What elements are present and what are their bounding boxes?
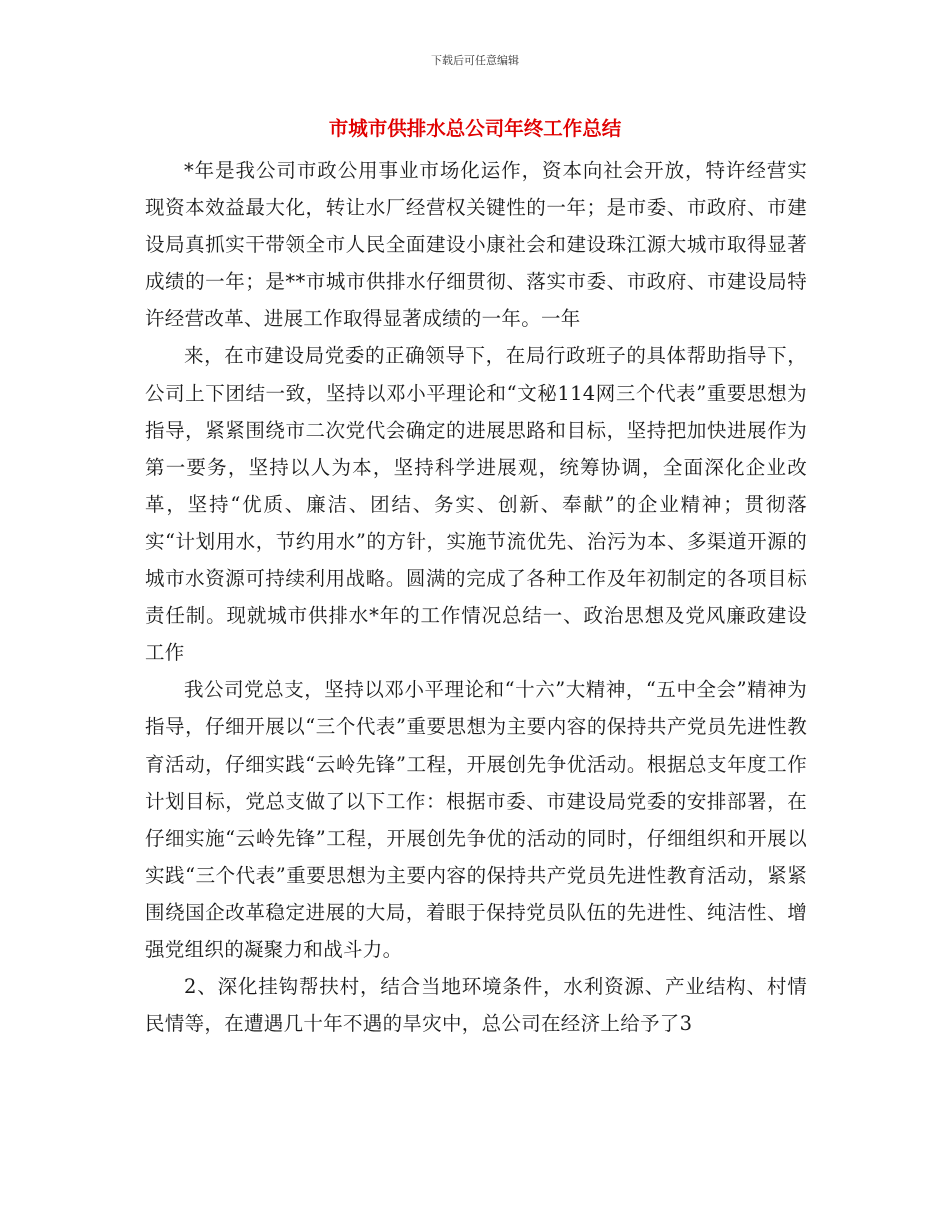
paragraph-intro: *年是我公司市政公用事业市场化运作，资本向社会开放，特许经营实现资本效益最大化，转让水厂经营权关键性的一年；是市委、市政府、市建设局真抓实干带领全市人民全面建设小康社会和建设珠江源大城市取得显著成绩的一年；是**市城市供排水仔细贯彻、落实市委、市政府、市建设局特许经营改革、进展工作取得显著成绩的一年。一年 bbox=[145, 159, 807, 331]
paragraph-leadership: 来，在市建设局党委的正确领导下，在局行政班子的具体帮助指导下，公司上下团结一致，坚持以邓小平理论和“文秘114网三个代表”重要思想为指导，紧紧围绕市二次党代会确定的进展思路和目标，坚持把加快进展作为第一要务，坚持以人为本，坚持科学进展观，统筹协调，全面深化企业改革，坚持“优质、廉洁、团结、务实、创新、奉献”的企业精神；贯彻落实“计划用水，节约用水”的方针，实施节流优先、治污为本、多渠道开源的城市水资源可持续利用战略。圆满的完成了各种工作及年初制定的各项目标责任制。现就城市供排水*年的工作情况总结一、政治思想及党风廉政建设工作 bbox=[145, 344, 807, 665]
document-title: 市城市供排水总公司年终工作总结 bbox=[328, 117, 622, 140]
paragraph-party-branch: 我公司党总支，坚持以邓小平理论和“十六”大精神，“五中全会”精神为指导，仔细开展以“三个代表”重要思想为主要内容的保持共产党员先进性教育活动，仔细实践“云岭先锋”工程，开展创先争优活动。根据总支年度工作计划目标，党总支做了以下工作：根据市委、市建设局党委的安排部署，在仔细实施“云岭先锋”工程，开展创先争优的活动的同时，仔细组织和开展以实践“三个代表”重要思想为主要内容的保持共产党员先进性教育活动，紧紧围绕国企改革稳定进展的大局，着眼于保持党员队伍的先进性、纯洁性、增强党组织的凝聚力和战斗力。 bbox=[145, 678, 807, 961]
page-header-note: 下载后可任意编辑 bbox=[431, 54, 519, 67]
paragraph-village-support: 2、深化挂钩帮扶村，结合当地环境条件，水利资源、产业结构、村情民情等，在遭遇几十年不遇的旱灾中，总公司在经济上给予了3 bbox=[145, 975, 807, 1036]
document-body bbox=[145, 152, 807, 1042]
